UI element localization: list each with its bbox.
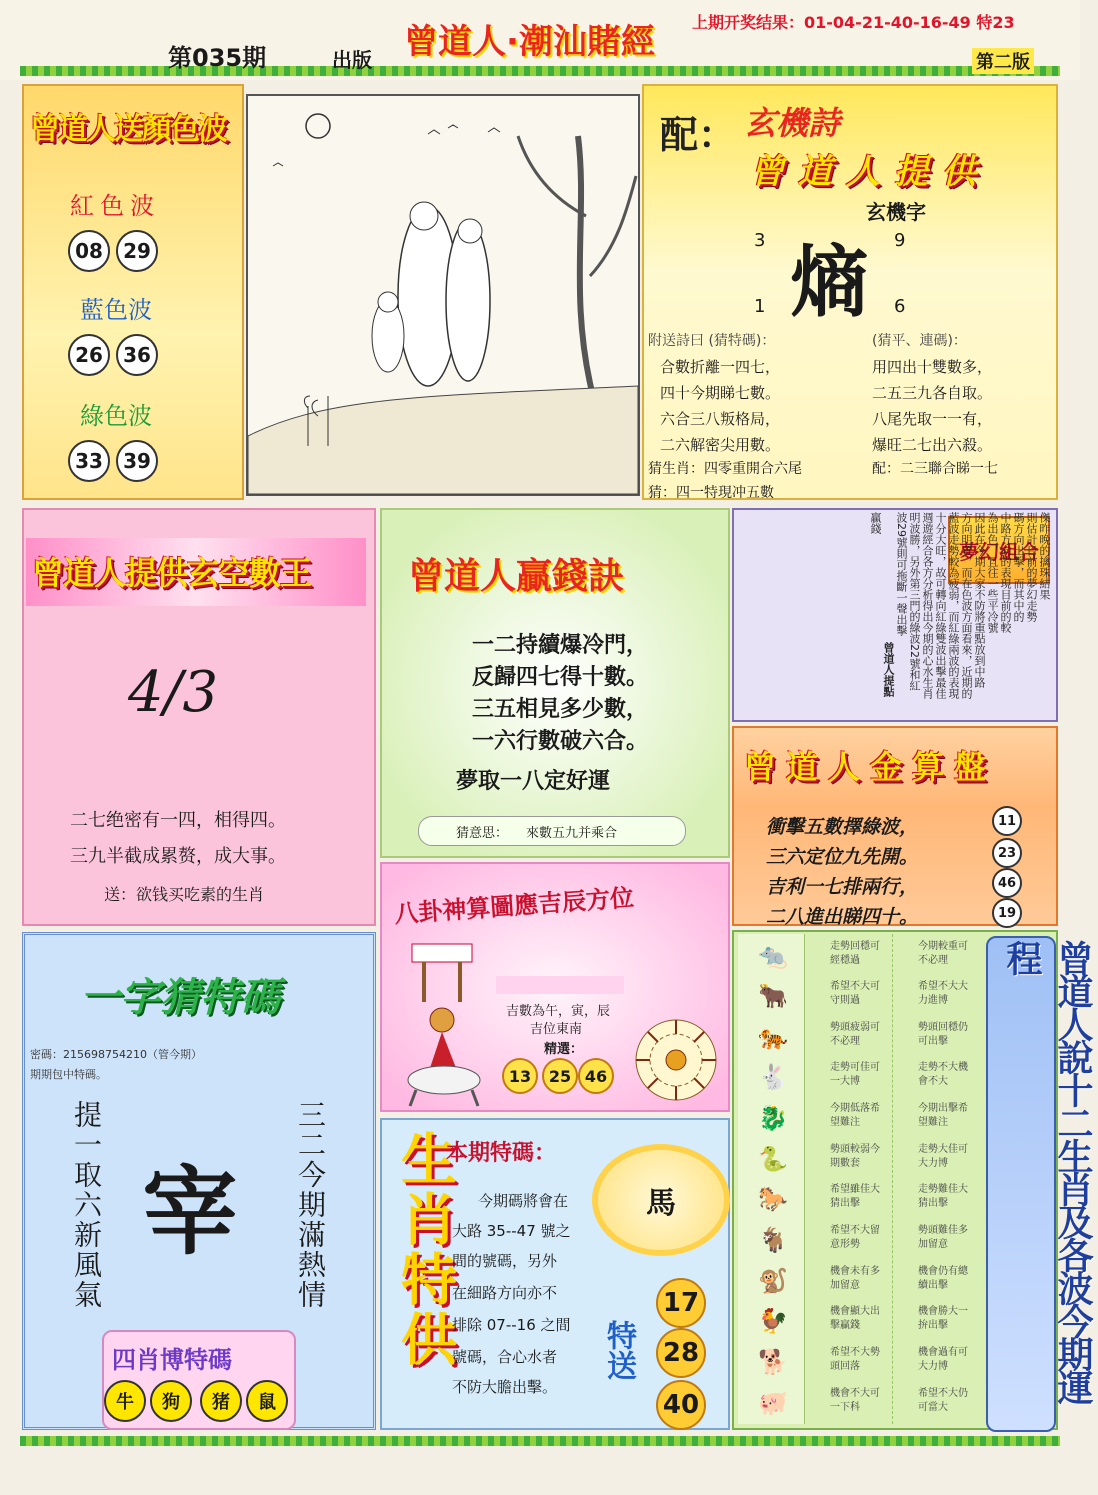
- xuankong-title: 曾道人提供玄空數王: [32, 554, 312, 592]
- dream-col: 波29號則可拖斷一聲出擊: [895, 512, 908, 636]
- blue-wave-label: 藍色波: [80, 296, 152, 324]
- special-ball-1: 17: [656, 1278, 706, 1328]
- win-line-2: 反歸四七得十數。: [472, 664, 649, 690]
- zodiac-rabbit-icon: 🐇: [758, 1063, 788, 1091]
- zodiac-rooster-icon: 🐓: [758, 1307, 788, 1335]
- zodiac-monkey-icon: 🐒: [758, 1267, 788, 1295]
- luck-col2-7: 勢頭難佳多加留意: [918, 1225, 968, 1250]
- green-ball-2: 39: [116, 440, 158, 482]
- win-guess-text: 來數五九并乘合: [526, 826, 618, 841]
- win-guess-label: 猜意思：: [456, 826, 509, 841]
- luck-col2-4: 今期出擊希望難注: [918, 1103, 968, 1128]
- luck-col1-8: 機會未有多加留意: [830, 1266, 880, 1291]
- one-char-title: 一字猜特碼: [80, 975, 280, 1021]
- zodiac-dragon-icon: 🐉: [758, 1104, 788, 1132]
- luck-col2-9: 機會勝大一拚出擊: [918, 1306, 968, 1331]
- poem-right-4: 爆旺二七出六殺。: [872, 436, 993, 454]
- dream-col: 明波勝，另外第三門的綠波22號和紅: [908, 512, 921, 691]
- abacus-line-4: 二八進出睇四十。: [766, 906, 919, 928]
- poem-left-4: 二六解密尖用數。: [660, 436, 781, 454]
- poem-left-head: 附送詩曰 (猜特碼)：: [648, 333, 776, 349]
- pei-label: 配：: [660, 113, 737, 157]
- poem-guess-1: 猜生肖：四零重開合六尾: [648, 461, 802, 477]
- warrior-horse-icon: [392, 940, 492, 1110]
- zodiac-tiger-icon: 🐅: [758, 1023, 788, 1051]
- poem-title-2: 曾道人提供: [750, 152, 990, 192]
- bagua-wheel-icon: [634, 1018, 718, 1102]
- bagua-line-2: 吉位東南: [530, 1022, 583, 1037]
- xuankong-handwriting: 4/3: [128, 660, 219, 725]
- abacus-line-1: 衝擊五數擇綠波，: [766, 816, 919, 838]
- luck-col2-8: 機會仍有總續出擊: [918, 1266, 968, 1291]
- bagua-ball-1: 13: [502, 1058, 538, 1094]
- abacus-ball-1: 11: [992, 806, 1022, 836]
- luck-col2-11: 希望不大仍可當大: [918, 1388, 968, 1413]
- dream-col: 因此在今期大家不防將重點放到中路: [973, 512, 986, 688]
- illustration-frame: [246, 94, 640, 496]
- special-text-2: 大路 35--47 號之: [452, 1222, 571, 1240]
- luck-col1-9: 機會顯大出擊贏錢: [830, 1306, 880, 1331]
- corner-num-br: 6: [894, 296, 906, 317]
- bagua-select-label: 精選：: [544, 1042, 584, 1057]
- poem-right-3: 八尾先取一一有，: [872, 410, 993, 428]
- four-zodiac-3: 猪: [200, 1380, 242, 1422]
- special-head: 本期特碼：: [446, 1141, 557, 1166]
- blue-ball-1: 26: [68, 334, 110, 376]
- zodiac-luck-title: 曾道人說十二生肖及各波今期運程: [1001, 940, 1093, 1402]
- special-text-5: 排除 07--16 之間: [452, 1316, 571, 1334]
- footer-green-rule: [20, 1436, 1060, 1446]
- green-wave-label: 綠色波: [80, 402, 152, 430]
- win-extra: 夢取一八定好運: [456, 768, 611, 794]
- luck-col2-10: 機會過有可大力博: [918, 1347, 968, 1372]
- bagua-highlight: [496, 976, 624, 994]
- abacus-ball-3: 46: [992, 868, 1022, 898]
- red-wave-label: 紅色波: [70, 192, 160, 220]
- special-ball-2: 28: [656, 1328, 706, 1378]
- zodiac-rat-icon: 🐀: [758, 942, 788, 970]
- four-zodiac-4: 鼠: [246, 1380, 288, 1422]
- red-ball-2: 29: [116, 230, 158, 272]
- luck-col2-6: 走勢難佳大猜出擊: [918, 1184, 968, 1209]
- xuanji-label: 玄機字: [866, 200, 926, 224]
- special-vert-title: 生肖特供: [392, 1130, 457, 1370]
- luck-col1-2: 勢頭疲弱可不必理: [830, 1022, 880, 1047]
- edition-label: 第二版: [972, 48, 1034, 74]
- poem-left-2: 四十今期睇七數。: [660, 384, 781, 402]
- luck-col2-2: 勢頭回穩仍可出擊: [918, 1022, 968, 1047]
- win-line-1: 一二持續爆冷門，: [472, 632, 649, 658]
- dream-col: 則估計目前的夢幻走勢: [1025, 512, 1038, 622]
- luck-col2-1: 希望不大大力進博: [918, 981, 968, 1006]
- zodiac-goat-icon: 🐐: [758, 1226, 788, 1254]
- four-zodiac-2: 狗: [150, 1380, 192, 1422]
- luck-col1-6: 希望雖佳大猜出擊: [830, 1184, 880, 1209]
- one-char-right-vert: 三二今期滿熱情: [294, 1100, 327, 1310]
- dream-col: 週遊經合各方分析得出今期的心水生肖: [921, 512, 934, 699]
- luck-col2-5: 走勢大佳可大力博: [918, 1144, 968, 1169]
- dream-col: 為出色，且往一些平冷號: [986, 512, 999, 633]
- special-text-3: 間的號碼，另外: [452, 1252, 558, 1270]
- luck-col1-1: 希望不大可守則過: [830, 981, 880, 1006]
- poem-right-head: (猜平、連碼)：: [872, 333, 967, 349]
- dream-combo-columns: [734, 512, 1050, 718]
- abacus-line-2: 三六定位九先開。: [766, 846, 919, 868]
- sage-illustration: [248, 96, 638, 494]
- one-char-left-vert: 提一取六新風氣: [70, 1100, 103, 1310]
- corner-num-tr: 9: [894, 230, 906, 251]
- poem-left-1: 合數折離一四七，: [660, 358, 781, 376]
- dream-col: 贏錢: [869, 512, 882, 534]
- luck-col2-0: 今期較重可不必理: [918, 941, 968, 966]
- abacus-ball-4: 19: [992, 898, 1022, 928]
- four-zodiac-1: 牛: [104, 1380, 146, 1422]
- dream-col: 十分大旺，故可轉向紅綠雙波出擊最佳: [934, 512, 947, 699]
- luck-col1-5: 勢頭較弱今期數套: [830, 1144, 880, 1169]
- win-line-4: 一六行數破六合。: [472, 728, 649, 754]
- poem-right-2: 二五三九各自取。: [872, 384, 993, 402]
- xuankong-line-3: 送：欲钱买吃素的生肖: [104, 885, 265, 904]
- four-zodiac-title: 四肖博特碼: [112, 1346, 232, 1374]
- issue-number: 第035期: [168, 44, 267, 72]
- xuankong-line-2: 三九半截成累赘，成大事。: [70, 846, 286, 867]
- luck-col1-11: 機會不大可一下科: [830, 1388, 880, 1413]
- last-result: 上期开奖结果：01-04-21-40-16-49 特23: [692, 13, 1015, 32]
- dream-col: 碼方向出擊，而其中的: [1012, 512, 1025, 622]
- zodiac-pig-icon: 🐖: [758, 1389, 788, 1417]
- luck-col1-3: 走勢可佳可一大博: [830, 1062, 880, 1087]
- zodiac-horse-icon: 🐎: [758, 1185, 788, 1213]
- corner-num-bl: 1: [754, 296, 766, 317]
- dream-signature: 曾道人提點: [882, 642, 895, 697]
- corner-num-tl: 3: [754, 230, 766, 251]
- xuankong-line-1: 二七绝密有一四，相得四。: [70, 810, 286, 831]
- bagua-title: 八卦神算圖應吉辰方位: [393, 883, 635, 929]
- abacus-line-3: 吉利一七排兩行，: [766, 876, 919, 898]
- red-ball-1: 08: [68, 230, 110, 272]
- poem-right-1: 用四出十雙數多，: [872, 358, 993, 376]
- horse-char: 馬: [646, 1186, 676, 1221]
- special-text-7: 不防大膽出擊。: [452, 1378, 558, 1396]
- poem-title-1: 玄機詩: [744, 104, 841, 142]
- te-song-label: 特送: [601, 1320, 636, 1380]
- bagua-ball-3: 46: [578, 1058, 614, 1094]
- luck-col1-4: 今期低落希望難注: [830, 1103, 880, 1128]
- luck-col1-10: 希望不大勢頭回落: [830, 1347, 880, 1372]
- win-line-3: 三五相見多少數，: [472, 696, 649, 722]
- xuanji-big-char: 熵: [790, 237, 869, 328]
- zodiac-dog-icon: 🐕: [758, 1348, 788, 1376]
- dream-col: 藍波走勢較為疲弱，而紅綠兩波的表現: [947, 512, 960, 699]
- one-char-note-1: 密碼：215698754210（管今期）: [30, 1048, 202, 1061]
- dream-combo-label: 夢幻組合: [959, 539, 1039, 564]
- luck-col2-3: 走勢不大機會不大: [918, 1062, 968, 1087]
- bagua-ball-2: 25: [542, 1058, 578, 1094]
- dream-col: 傑昨晚的擒珠結果: [1038, 512, 1051, 600]
- green-ball-1: 33: [68, 440, 110, 482]
- win-money-title: 曾道人贏錢訣: [408, 556, 625, 597]
- one-char-note-2: 期期包中特碼。: [30, 1068, 107, 1081]
- publish-label: 出版: [332, 48, 372, 72]
- one-char-big: 宰: [142, 1155, 238, 1268]
- blue-ball-2: 36: [116, 334, 158, 376]
- masthead-title: 曾道人·潮汕賭經: [404, 22, 655, 62]
- abacus-title: 曾道人金算盤: [744, 748, 997, 786]
- dream-col: 方向明買，而在色波方面看來，近期的: [960, 512, 973, 699]
- luck-col1-0: 走勢回穩可經穩過: [830, 941, 880, 966]
- bagua-line-1: 吉數為午，寅，辰: [506, 1004, 611, 1019]
- poem-guess-2: 猜：四一特現冲五數: [648, 485, 774, 501]
- poem-pei-2: 配：二三聯合睇一七: [872, 461, 998, 477]
- zodiac-ox-icon: 🐂: [758, 982, 788, 1010]
- special-text-1: 今期碼將會在: [478, 1192, 569, 1210]
- dream-col: 中路方向的表現目前的較: [999, 512, 1012, 633]
- special-ball-3: 40: [656, 1380, 706, 1430]
- abacus-ball-2: 23: [992, 838, 1022, 868]
- special-text-6: 號碼，合心水者: [452, 1348, 558, 1366]
- zodiac-snake-icon: 🐍: [758, 1145, 788, 1173]
- color-wave-title: 曾道人送顏色波: [30, 112, 226, 147]
- poem-left-3: 六合三八叛格局，: [660, 410, 781, 428]
- horse-flower-badge: [598, 1150, 724, 1250]
- special-text-4: 在細路方向亦不: [452, 1284, 558, 1302]
- luck-col1-7: 希望不大留意形勢: [830, 1225, 880, 1250]
